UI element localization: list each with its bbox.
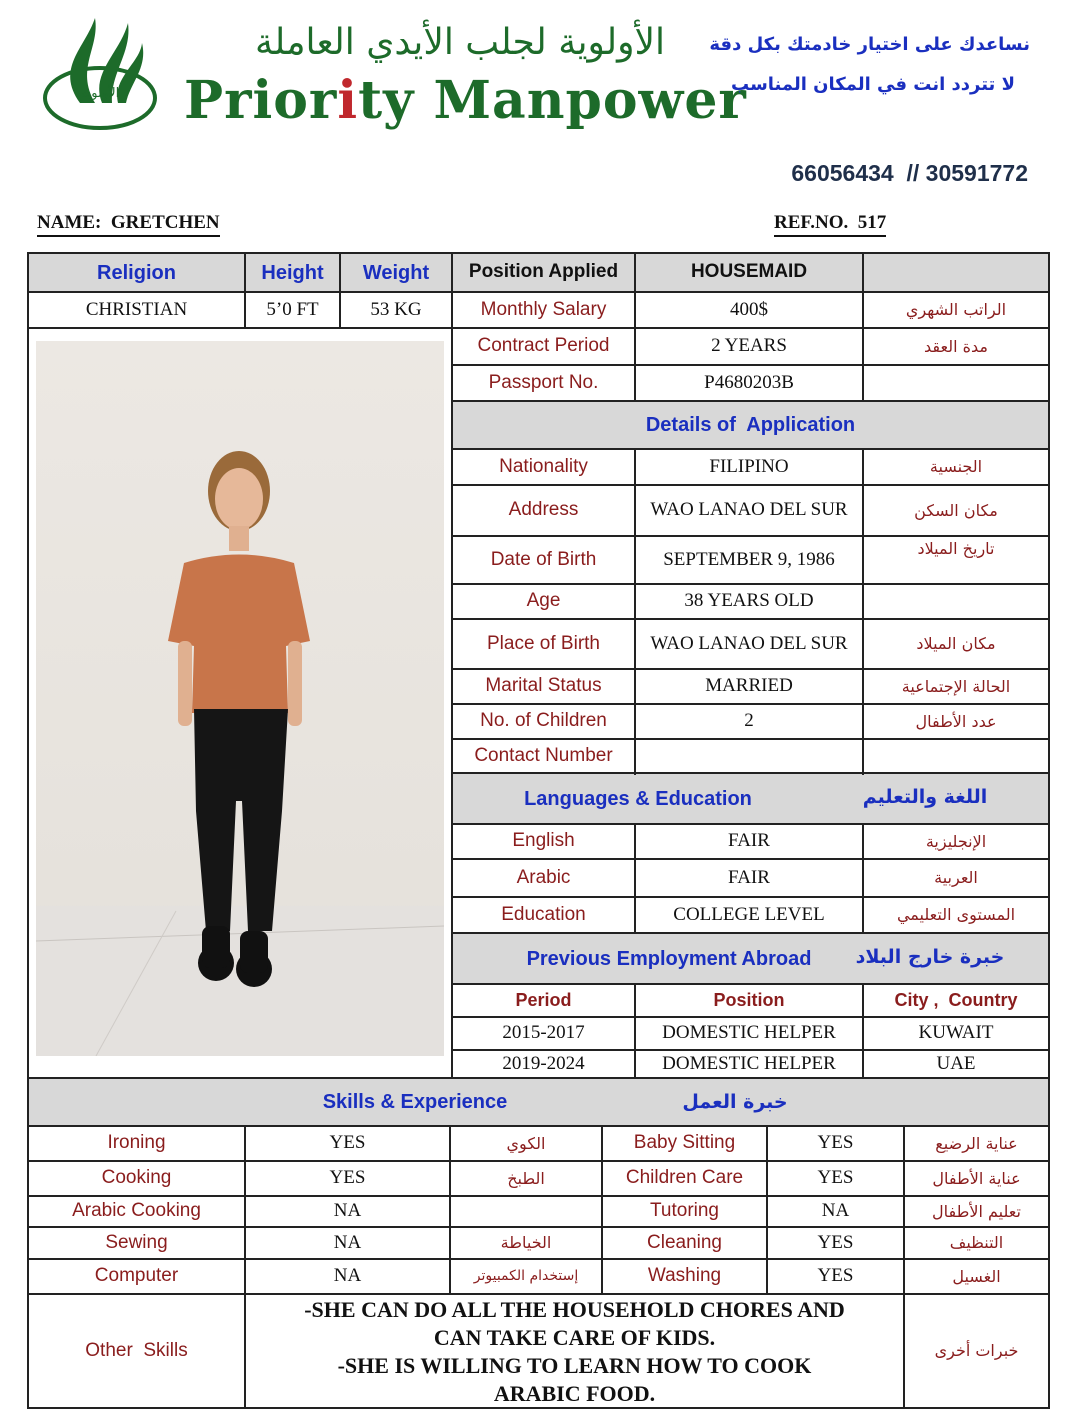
skill-cleaning-label: Cleaning: [647, 1231, 722, 1253]
skill-arabic-cooking-label: Arabic Cooking: [72, 1200, 201, 1222]
marital-status-label: Marital Status: [485, 675, 602, 697]
passport-label: Passport No.: [488, 371, 599, 393]
address-label: Address: [508, 499, 579, 521]
address-arabic: مكان السكن: [914, 500, 998, 520]
other-skills-line-1: -SHE CAN DO ALL THE HOUSEHOLD CHORES AND: [304, 1297, 845, 1322]
other-skills-line-2: CAN TAKE CARE OF KIDS.: [433, 1325, 716, 1350]
monthly-salary-value: 400$: [730, 298, 768, 320]
position-applied-label: Position Applied: [468, 261, 619, 283]
english-arabic: الإنجليزية: [925, 831, 987, 851]
other-skills-label: Other Skills: [85, 1339, 188, 1361]
education-arabic: المستوى التعليمي: [896, 905, 1016, 925]
company-name-arabic: الأولوية لجلب الأيدي العاملة: [254, 22, 666, 63]
skill-children-care-label: Children Care: [625, 1167, 744, 1189]
other-skills-line-3: -SHE IS WILLING TO LEARN HOW TO COOK: [337, 1353, 812, 1378]
skill-ironing-arabic: الكوي: [506, 1133, 546, 1153]
place-of-birth-arabic: مكان الميلاد: [916, 634, 996, 654]
arabic-label: Arabic: [516, 866, 571, 888]
height-header: Height: [261, 261, 324, 284]
employment-position-1: DOMESTIC HELPER: [662, 1022, 836, 1044]
age-label: Age: [526, 590, 561, 612]
skill-tutoring-arabic: تعليم الأطفال: [932, 1201, 1021, 1221]
skill-sewing-label: Sewing: [105, 1231, 168, 1253]
languages-heading-arabic: اللغة والتعليم: [862, 785, 988, 808]
skill-cleaning-arabic: التنظيف: [949, 1233, 1004, 1253]
education-label: Education: [501, 903, 586, 925]
employment-heading-arabic: خبرة خارج البلاد: [855, 945, 1005, 968]
nationality-arabic: الجنسية: [929, 457, 983, 477]
skill-tutoring-value: NA: [821, 1200, 850, 1222]
employment-period-1: 2015-2017: [502, 1022, 585, 1044]
nationality-label: Nationality: [499, 455, 588, 477]
details-heading: Details of Application: [645, 414, 856, 436]
contact-number-value: [636, 740, 862, 772]
other-skills-line-4: ARABIC FOOD.: [493, 1381, 656, 1406]
employment-country-2: UAE: [936, 1052, 976, 1074]
applicant-photo: [36, 341, 444, 1056]
place-of-birth-label: Place of Birth: [487, 632, 600, 654]
skill-ironing-label: Ironing: [107, 1132, 166, 1154]
religion-value: CHRISTIAN: [85, 298, 188, 320]
logo-text: الأولوية: [80, 86, 120, 101]
employment-heading: Previous Employment Abroad: [526, 947, 812, 970]
marital-status-arabic: الحالة الإجتماعية: [901, 676, 1011, 696]
marital-status-value: MARRIED: [705, 675, 793, 697]
height-value: 5’0 FT: [266, 298, 319, 320]
position-column-header: Position: [713, 989, 785, 1010]
skill-ironing-value: YES: [329, 1132, 366, 1154]
skill-washing-value: YES: [817, 1265, 854, 1287]
weight-header: Weight: [362, 261, 430, 284]
skill-washing-label: Washing: [647, 1265, 722, 1287]
city-country-column-header: City , Country: [894, 989, 1018, 1010]
arabic-arabic: العربية: [934, 868, 978, 888]
children-label: No. of Children: [480, 710, 607, 732]
english-value: FAIR: [728, 830, 770, 852]
skill-computer-value: NA: [333, 1265, 362, 1287]
address-value: WAO LANAO DEL SUR: [650, 499, 848, 521]
education-value: COLLEGE LEVEL: [673, 903, 825, 925]
employment-position-2: DOMESTIC HELPER: [662, 1052, 836, 1074]
phone-numbers: 66056434 // 30591772: [791, 160, 1028, 186]
skill-cooking-label: Cooking: [101, 1167, 172, 1189]
employment-country-1: KUWAIT: [918, 1022, 994, 1044]
contract-period-arabic: مدة العقد: [924, 336, 988, 356]
religion-header: Religion: [97, 261, 176, 284]
skill-computer-label: Computer: [94, 1265, 179, 1287]
languages-heading: Languages & Education: [524, 787, 752, 810]
skill-sewing-value: NA: [333, 1231, 362, 1253]
skill-cleaning-value: YES: [817, 1231, 854, 1253]
place-of-birth-value: WAO LANAO DEL SUR: [650, 632, 848, 654]
skills-heading: Skills & Experience: [322, 1091, 508, 1113]
company-name-english: Priority Manpower: [184, 70, 747, 131]
children-arabic: عدد الأطفال: [915, 711, 997, 731]
monthly-salary-label: Monthly Salary: [480, 298, 607, 320]
skill-cooking-arabic: الطبخ: [507, 1168, 545, 1188]
skill-children-care-value: YES: [817, 1167, 854, 1189]
skill-tutoring-label: Tutoring: [650, 1200, 719, 1222]
contract-period-label: Contract Period: [477, 335, 610, 357]
other-skills-text: [246, 1296, 903, 1406]
skill-baby-sitting-value: YES: [817, 1132, 854, 1154]
date-of-birth-label: Date of Birth: [490, 548, 597, 570]
age-value: 38 YEARS OLD: [684, 590, 814, 612]
skill-sewing-arabic: الخياطة: [500, 1233, 552, 1253]
skill-computer-arabic: إستخدام الكمبيوتر: [473, 1268, 579, 1285]
monthly-salary-arabic: الراتب الشهري: [905, 300, 1007, 320]
period-column-header: Period: [515, 989, 572, 1010]
reference-number: REF.NO. 517: [774, 212, 886, 237]
contact-number-label: Contact Number: [474, 744, 613, 766]
skill-washing-arabic: الغسيل: [952, 1266, 1001, 1286]
applicant-name: NAME: GRETCHEN: [37, 212, 220, 237]
slogan-line-1: نساعدك على اختيار خادمتك بكل دقة: [709, 34, 1030, 55]
employment-period-2: 2019-2024: [502, 1052, 585, 1074]
skill-baby-sitting-label: Baby Sitting: [633, 1132, 736, 1154]
slogan-line-2: لا تتردد انت في المكان المناسب: [731, 74, 1015, 95]
arabic-value: FAIR: [728, 866, 770, 888]
weight-value: 53 KG: [370, 298, 422, 320]
skill-baby-sitting-arabic: عناية الرضيع: [935, 1133, 1018, 1153]
skills-heading-arabic: خبرة العمل: [682, 1090, 788, 1113]
skill-arabic-cooking-value: NA: [333, 1200, 362, 1222]
english-label: English: [512, 830, 575, 852]
passport-value: P4680203B: [704, 371, 794, 393]
other-skills-arabic: خبرات أخرى: [934, 1341, 1019, 1361]
date-of-birth-value: SEPTEMBER 9, 1986: [663, 548, 835, 570]
skill-children-care-arabic: عناية الأطفال: [932, 1168, 1021, 1188]
children-value: 2: [744, 710, 754, 732]
contract-period-value: 2 YEARS: [711, 335, 787, 357]
position-applied-value: HOUSEMAID: [690, 261, 808, 283]
skill-cooking-value: YES: [329, 1167, 366, 1189]
nationality-value: FILIPINO: [709, 455, 789, 477]
date-of-birth-arabic: تاريخ الميلاد: [917, 539, 995, 559]
